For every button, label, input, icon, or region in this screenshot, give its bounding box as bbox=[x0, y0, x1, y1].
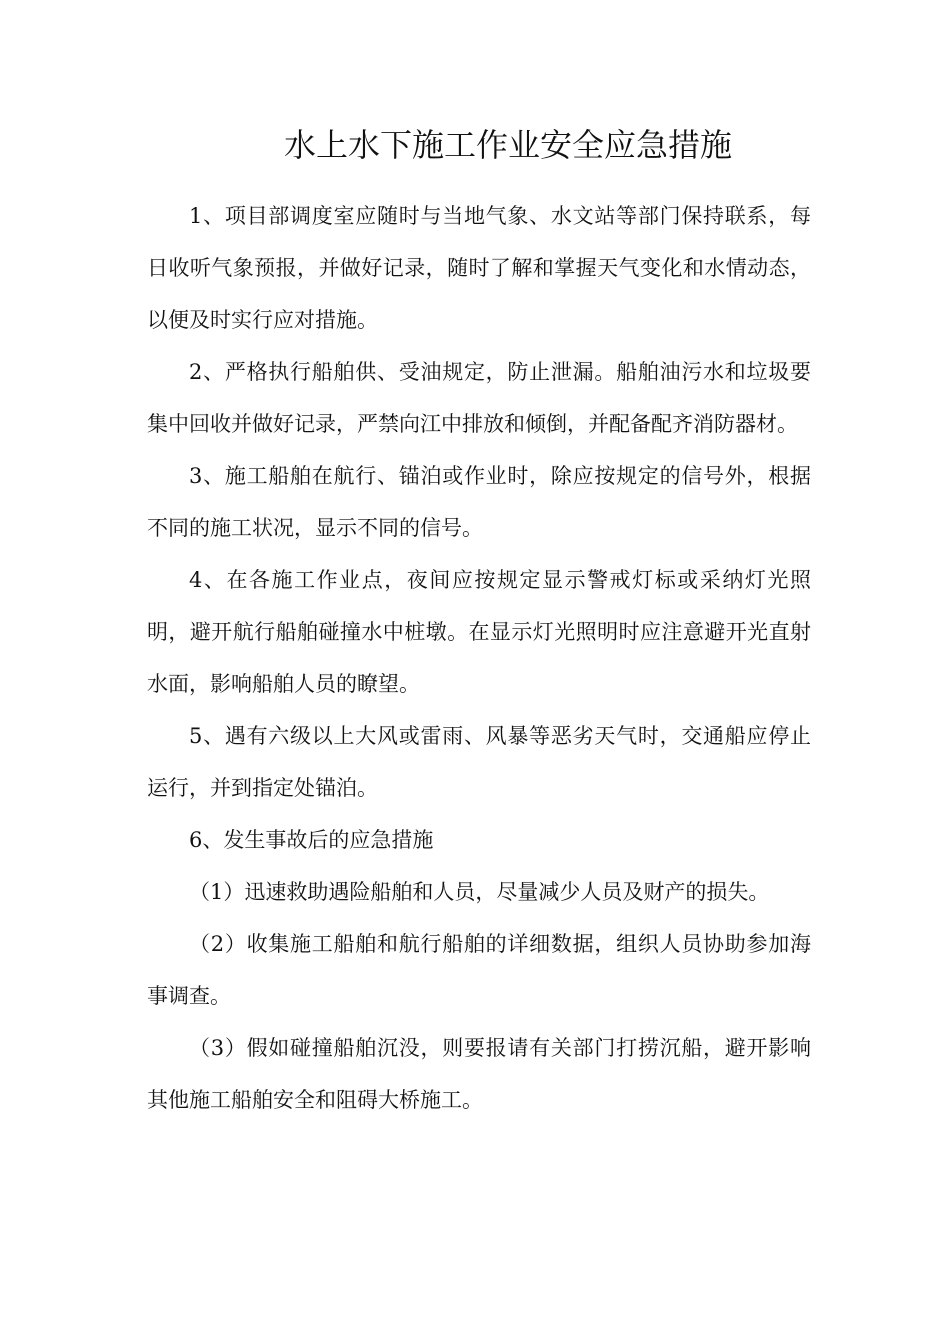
paragraph-item-6-heading: 6、发生事故后的应急措施 bbox=[189, 828, 434, 852]
document-title: 水上水下施工作业安全应急措施 bbox=[283, 126, 732, 164]
paragraph-subitem-3: （3）假如碰撞船舶沉没，则要报请有关部门打捞沉船，避开影响其他施工船舶安全和阻碍大桥施工。 bbox=[147, 1036, 811, 1112]
paragraph-subitem-1: （1）迅速救助遇险船舶和人员，尽量减少人员及财产的损失。 bbox=[189, 880, 770, 904]
paragraph-item-2: 2、严格执行船舶供、受油规定，防止泄漏。船舶油污水和垃圾要集中回收并做好记录，严禁向江中排放和倾倒，并配备配齐消防器材。 bbox=[147, 360, 811, 436]
paragraph-item-4: 4、在各施工作业点，夜间应按规定显示警戒灯标或采纳灯光照明，避开航行船舶碰撞水中桩墩。在显示灯光照明时应注意避开光直射水面，影响船舶人员的瞭望。 bbox=[147, 568, 811, 696]
paragraph-subitem-2: （2）收集施工船舶和航行船舶的详细数据，组织人员协助参加海事调查。 bbox=[147, 932, 811, 1008]
document-body bbox=[147, 190, 811, 1126]
paragraph-item-3: 3、施工船舶在航行、锚泊或作业时，除应按规定的信号外，根据不同的施工状况，显示不同的信号。 bbox=[147, 464, 811, 540]
paragraph-item-5: 5、遇有六级以上大风或雷雨、风暴等恶劣天气时，交通船应停止运行，并到指定处锚泊。 bbox=[147, 724, 811, 800]
paragraph-item-1: 1、项目部调度室应随时与当地气象、水文站等部门保持联系，每日收听气象预报，并做好记录，随时了解和掌握天气变化和水情动态，以便及时实行应对措施。 bbox=[147, 204, 811, 332]
